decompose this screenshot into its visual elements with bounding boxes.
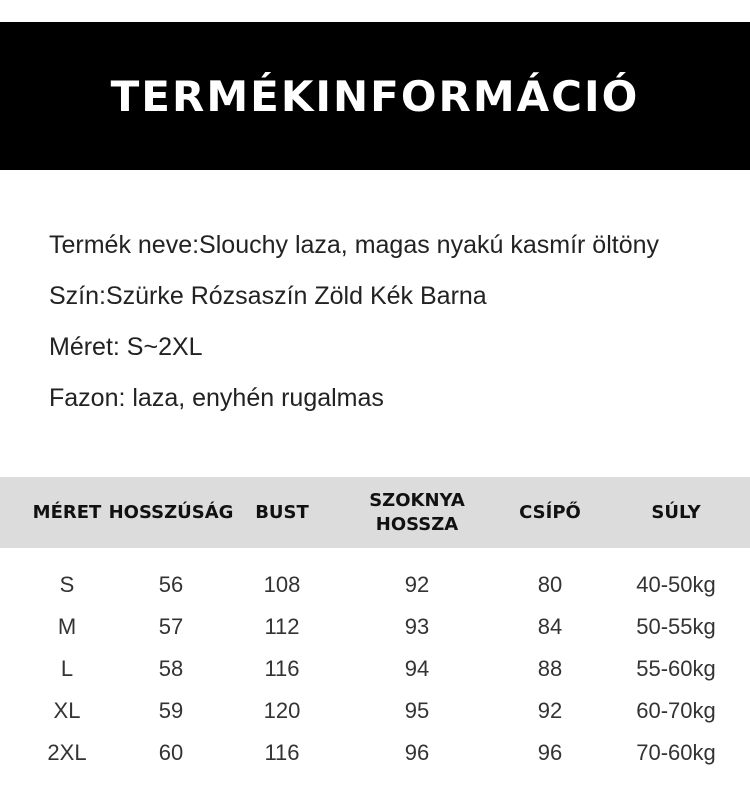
cell-skirt-length: 92 — [404, 572, 430, 597]
table-row — [0, 732, 750, 774]
table-row — [0, 606, 750, 648]
cell-length: 57 — [158, 614, 184, 639]
cell-skirt-length: 94 — [404, 656, 430, 681]
cell-length: 58 — [158, 656, 184, 681]
cell-size: M — [57, 614, 77, 639]
cell-hip: 88 — [537, 656, 563, 681]
table-row — [0, 648, 750, 690]
cell-length: 60 — [158, 740, 184, 765]
header-length: HOSSZÚSÁG — [108, 501, 234, 523]
header-bust: BUST — [255, 501, 309, 523]
product-name-line: Termék neve:Slouchy laza, magas nyakú kasmír öltöny — [49, 231, 659, 259]
cell-length: 56 — [158, 572, 184, 597]
cell-size: S — [59, 572, 75, 597]
product-info — [49, 226, 739, 430]
cell-bust: 112 — [264, 614, 300, 639]
page-title: TERMÉKINFORMÁCIÓ — [110, 71, 640, 121]
header-size: MÉRET — [32, 501, 102, 523]
cell-bust: 120 — [263, 698, 301, 723]
header-skirt-length-line1: SZOKNYA — [369, 489, 465, 511]
cell-hip: 92 — [537, 698, 563, 723]
table-row — [0, 690, 750, 732]
cell-hip: 80 — [537, 572, 563, 597]
cell-size: 2XL — [47, 740, 87, 765]
size-table-header — [0, 477, 750, 548]
cell-weight: 40-50kg — [636, 572, 716, 597]
header-weight: SÚLY — [651, 501, 701, 523]
cell-hip: 96 — [537, 740, 563, 765]
cell-skirt-length: 93 — [404, 614, 430, 639]
cell-weight: 60-70kg — [636, 698, 716, 723]
header-skirt-length-line2: HOSSZA — [375, 513, 459, 535]
cell-bust: 116 — [264, 740, 300, 765]
cell-size: XL — [53, 698, 81, 723]
cell-bust: 116 — [264, 656, 300, 681]
color-line: Szín:Szürke Rózsaszín Zöld Kék Barna — [49, 282, 487, 310]
cell-skirt-length: 95 — [404, 698, 430, 723]
cell-size: L — [60, 656, 74, 681]
size-table-body — [0, 564, 750, 774]
cell-bust: 108 — [263, 572, 301, 597]
cell-weight: 55-60kg — [636, 656, 716, 681]
header-banner — [0, 22, 750, 170]
table-row — [0, 564, 750, 606]
cell-weight: 50-55kg — [636, 614, 716, 639]
cell-length: 59 — [158, 698, 184, 723]
cell-weight: 70-60kg — [636, 740, 716, 765]
cell-skirt-length: 96 — [404, 740, 430, 765]
header-skirt-length — [362, 477, 472, 548]
fit-line: Fazon: laza, enyhén rugalmas — [49, 384, 384, 412]
header-hip: CSÍPŐ — [519, 501, 581, 523]
size-line: Méret: S~2XL — [49, 333, 203, 361]
cell-hip: 84 — [537, 614, 563, 639]
